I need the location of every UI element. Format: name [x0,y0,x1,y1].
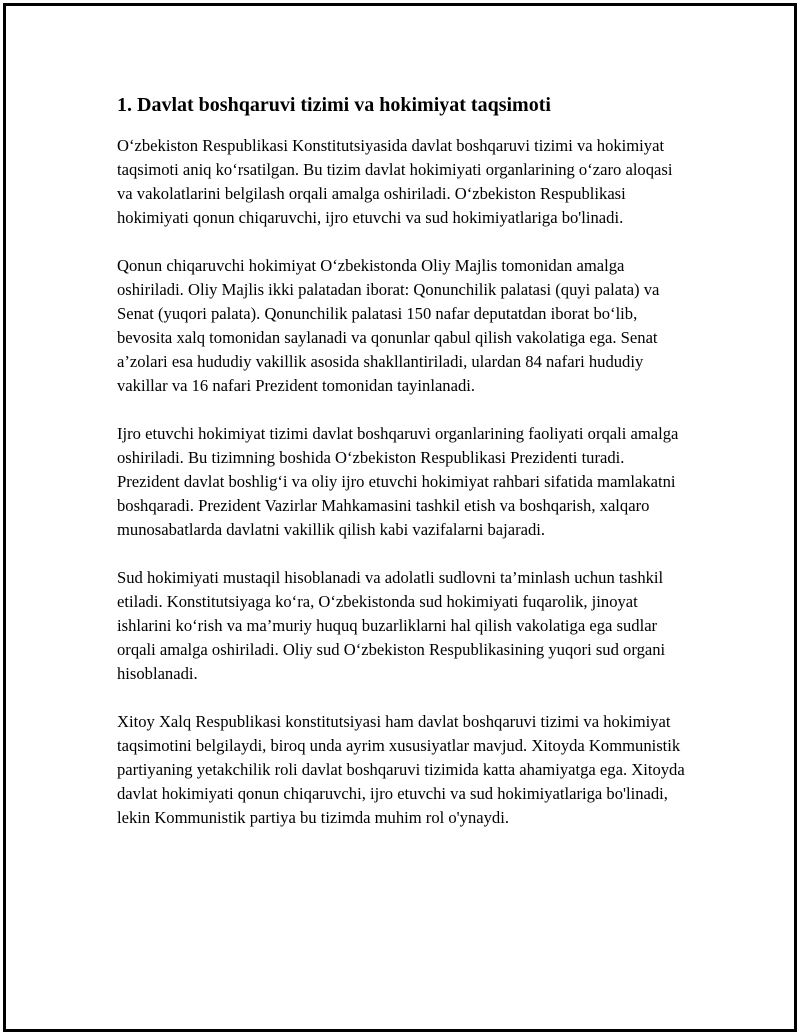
paragraph-china-comparison: Xitoy Xalq Respublikasi konstitutsiyasi ham davlat boshqaruvi tizimi va hokimiyat taqsimotini belgilaydi, biroq unda ayrim xususiyatlar mavjud. Xitoyda Kommunistik partiyaning yetakchilik roli davlat boshqaruvi tizimida katta ahamiyatga ega. Xitoyda davlat hokimiyati qonun chiqaruvchi, ijro etuvchi va sud hokimiyatlariga bo'linadi, lekin Kommunistik partiya bu tizimda muhim rol o'ynaydi. [117,712,685,827]
document-body [117,92,689,854]
paragraph-judicial-power: Sud hokimiyati mustaqil hisoblanadi va adolatli sudlovni ta’minlash uchun tashkil etiladi. Konstitutsiyaga ko‘ra, O‘zbekistonda sud hokimiyati fuqarolik, jinoyat ishlarini ko‘rish va ma’muriy huquq buzarliklarni hal qilish vakolatiga ega sudlar orqali amalga oshiriladi. Oliy sud O‘zbekiston Respublikasining yuqori sud organi hisoblanadi. [117,568,666,683]
paragraph-executive-power: Ijro etuvchi hokimiyat tizimi davlat boshqaruvi organlarining faoliyati orqali amalga oshiriladi. Bu tizimning boshida O‘zbekiston Respublikasi Prezidenti turadi. Prezident davlat boshlig‘i va oliy ijro etuvchi hokimiyat rahbari sifatida mamlakatni boshqaradi. Prezident Vazirlar Mahkamasini tashkil etish va boshqarish, xalqaro munosabatlarda davlatni vakillik qilish kabi vazifalarni bajaradi. [117,424,679,539]
paragraph-constitution-overview: O‘zbekiston Respublikasi Konstitutsiyasida davlat boshqaruvi tizimi va hokimiyat taqsimoti aniq ko‘rsatilgan. Bu tizim davlat hokimiyati organlarining o‘zaro aloqasi va vakolatlarini belgilash orqali amalga oshiriladi. O‘zbekiston Respublikasi hokimiyati qonun chiqaruvchi, ijro etuvchi va sud hokimiyatlariga bo'linadi. [117,136,673,227]
section-heading: 1. Davlat boshqaruvi tizimi va hokimiyat taqsimoti [117,94,551,116]
paragraph-legislative-power: Qonun chiqaruvchi hokimiyat O‘zbekistonda Oliy Majlis tomonidan amalga oshiriladi. Oliy Majlis ikki palatadan iborat: Qonunchilik palatasi (quyi palata) va Senat (yuqori palata). Qonunchilik palatasi 150 nafar deputatdan iborat bo‘lib, bevosita xalq tomonidan saylanadi va qonunlar qabul qilish vakolatiga ega. Senat a’zolari esa hududiy vakillik asosida shakllantiriladi, ulardan 84 nafari hududiy vakillar va 16 nafari Prezident tomonidan tayinlanadi. [117,256,660,395]
